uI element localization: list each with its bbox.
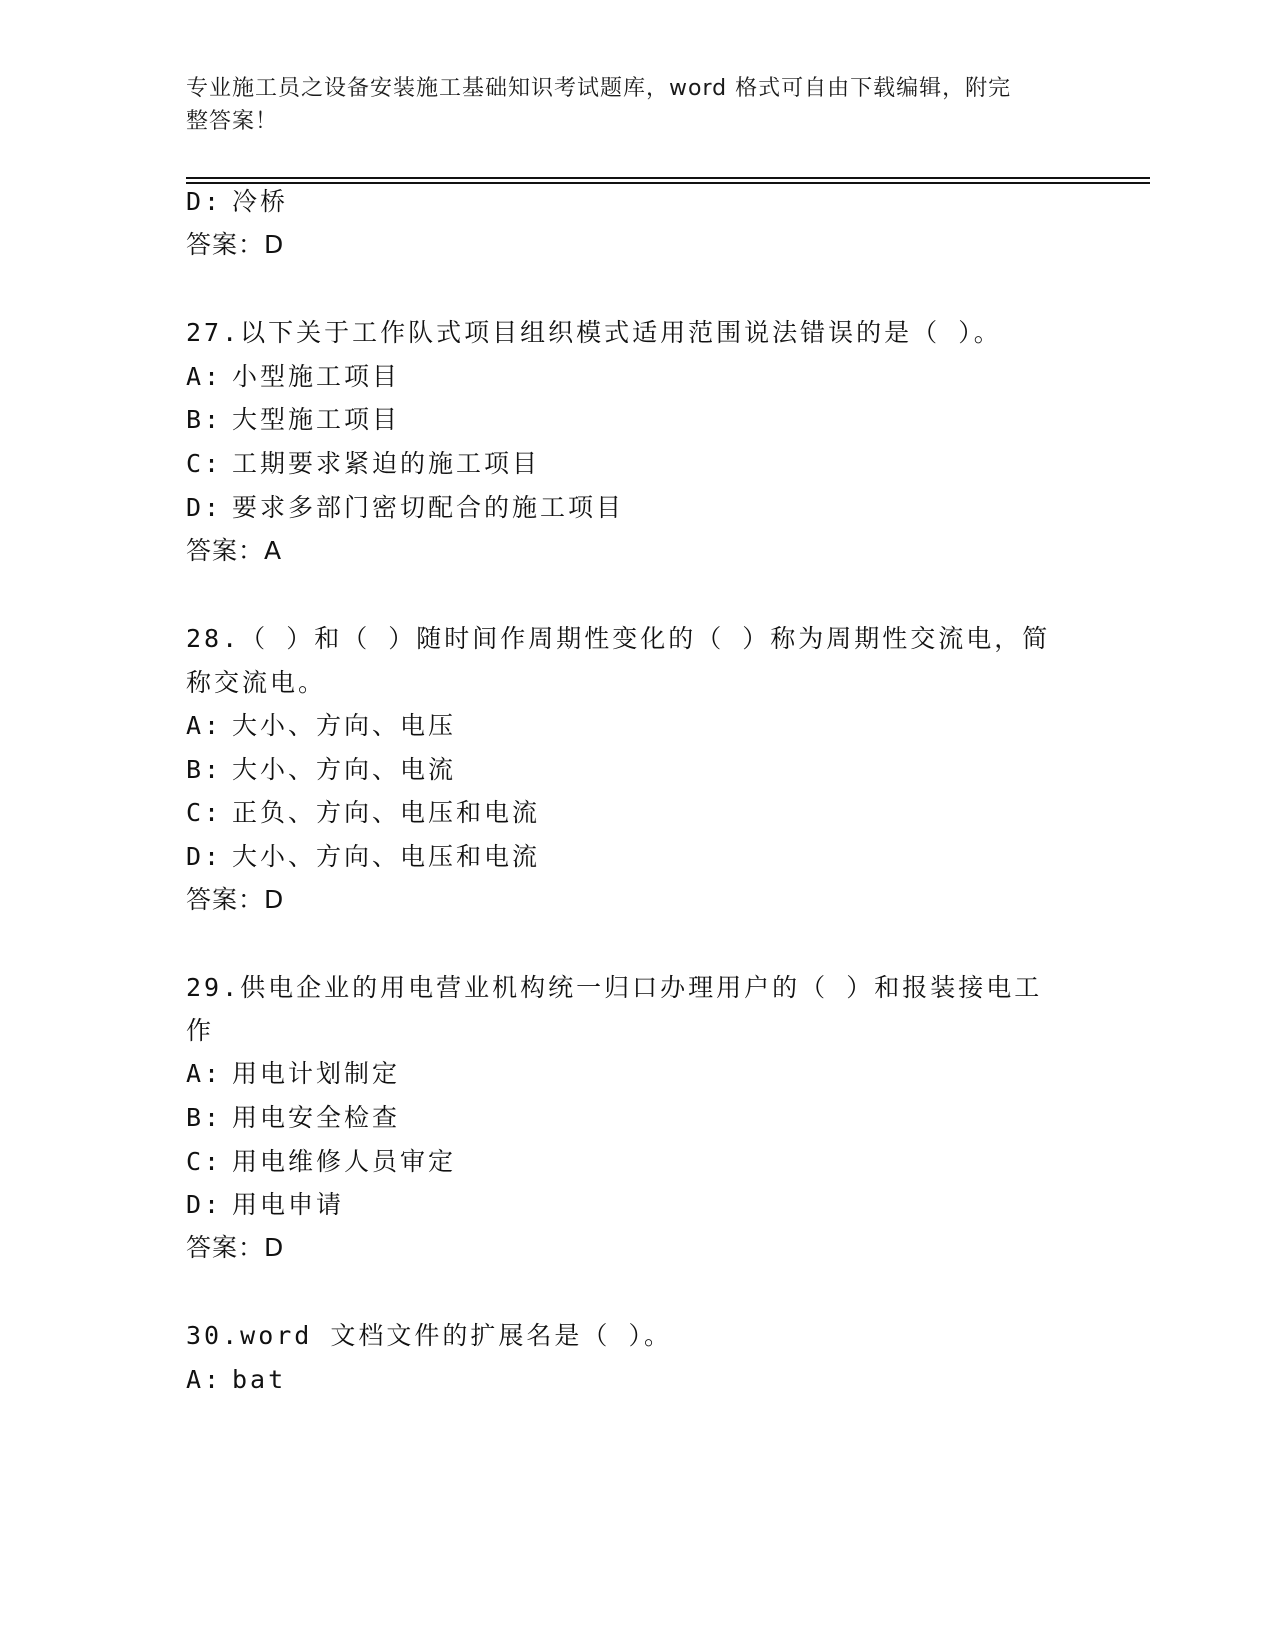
option-text: 冷桥	[232, 187, 289, 216]
option-text: 用电维修人员审定	[232, 1147, 457, 1176]
document-header	[186, 72, 1066, 138]
q28-question-line-2: 称交流电。	[186, 668, 327, 697]
option-label: D:	[186, 1190, 223, 1219]
q27-option-d	[186, 492, 624, 524]
option-text: 小型施工项目	[232, 362, 401, 391]
q28-answer: 答案：D	[186, 885, 285, 914]
option-text: 要求多部门密切配合的施工项目	[232, 493, 625, 522]
q29-question-line-1: 29.供电企业的用电营业机构统一归口办理用户的（ ）和报装接电工	[186, 973, 1043, 1002]
option-label: B:	[186, 1103, 223, 1132]
q28-option-c	[186, 797, 540, 829]
option-text: 大小、方向、电流	[232, 755, 457, 784]
option-text: 大小、方向、电压和电流	[232, 842, 541, 871]
q26-option-d	[186, 186, 288, 218]
q26-answer: 答案：D	[186, 230, 285, 259]
option-label: D:	[186, 842, 223, 871]
q27-answer: 答案：A	[186, 536, 283, 565]
q28-option-d	[186, 841, 540, 873]
q29-option-b	[186, 1102, 400, 1134]
option-label: C:	[186, 798, 223, 827]
option-text: 用电安全检查	[232, 1103, 401, 1132]
header-divider-bottom	[186, 182, 1150, 184]
q28-option-a	[186, 710, 456, 742]
option-label: C:	[186, 449, 223, 478]
option-label: D:	[186, 493, 223, 522]
q29-answer: 答案：D	[186, 1233, 285, 1262]
option-label: C:	[186, 1147, 223, 1176]
option-text: 用电计划制定	[232, 1059, 401, 1088]
q30-option-a	[186, 1364, 286, 1396]
option-label: B:	[186, 405, 223, 434]
q29-option-c	[186, 1146, 456, 1178]
option-text: 大型施工项目	[232, 405, 401, 434]
option-label: A:	[186, 1059, 223, 1088]
header-divider-top	[186, 177, 1150, 179]
option-label: B:	[186, 755, 223, 784]
q28-option-b	[186, 754, 456, 786]
q28-question-line-1: 28.（ ）和（ ）随时间作周期性变化的（ ）称为周期性交流电，简	[186, 624, 1051, 653]
q30-question: 30.word 文档文件的扩展名是（ ）。	[186, 1321, 672, 1350]
q27-option-c	[186, 448, 540, 480]
q29-question-line-2: 作	[186, 1016, 215, 1045]
option-text: 正负、方向、电压和电流	[232, 798, 541, 827]
q27-option-b	[186, 404, 400, 436]
option-label: D:	[186, 187, 223, 216]
header-line-2: 整答案！	[186, 109, 279, 134]
option-text: bat	[232, 1365, 287, 1394]
option-label: A:	[186, 711, 223, 740]
q27-option-a	[186, 361, 400, 393]
option-text: 用电申请	[232, 1190, 345, 1219]
q27-question: 27.以下关于工作队式项目组织模式适用范围说法错误的是（ ）。	[186, 318, 1002, 347]
option-text: 大小、方向、电压	[232, 711, 457, 740]
option-text: 工期要求紧迫的施工项目	[232, 449, 541, 478]
header-line-1: 专业施工员之设备安装施工基础知识考试题库，word 格式可自由下载编辑，附完	[186, 76, 1012, 101]
option-label: A:	[186, 1365, 223, 1394]
q29-option-a	[186, 1058, 400, 1090]
q29-option-d	[186, 1189, 344, 1221]
option-label: A:	[186, 362, 223, 391]
